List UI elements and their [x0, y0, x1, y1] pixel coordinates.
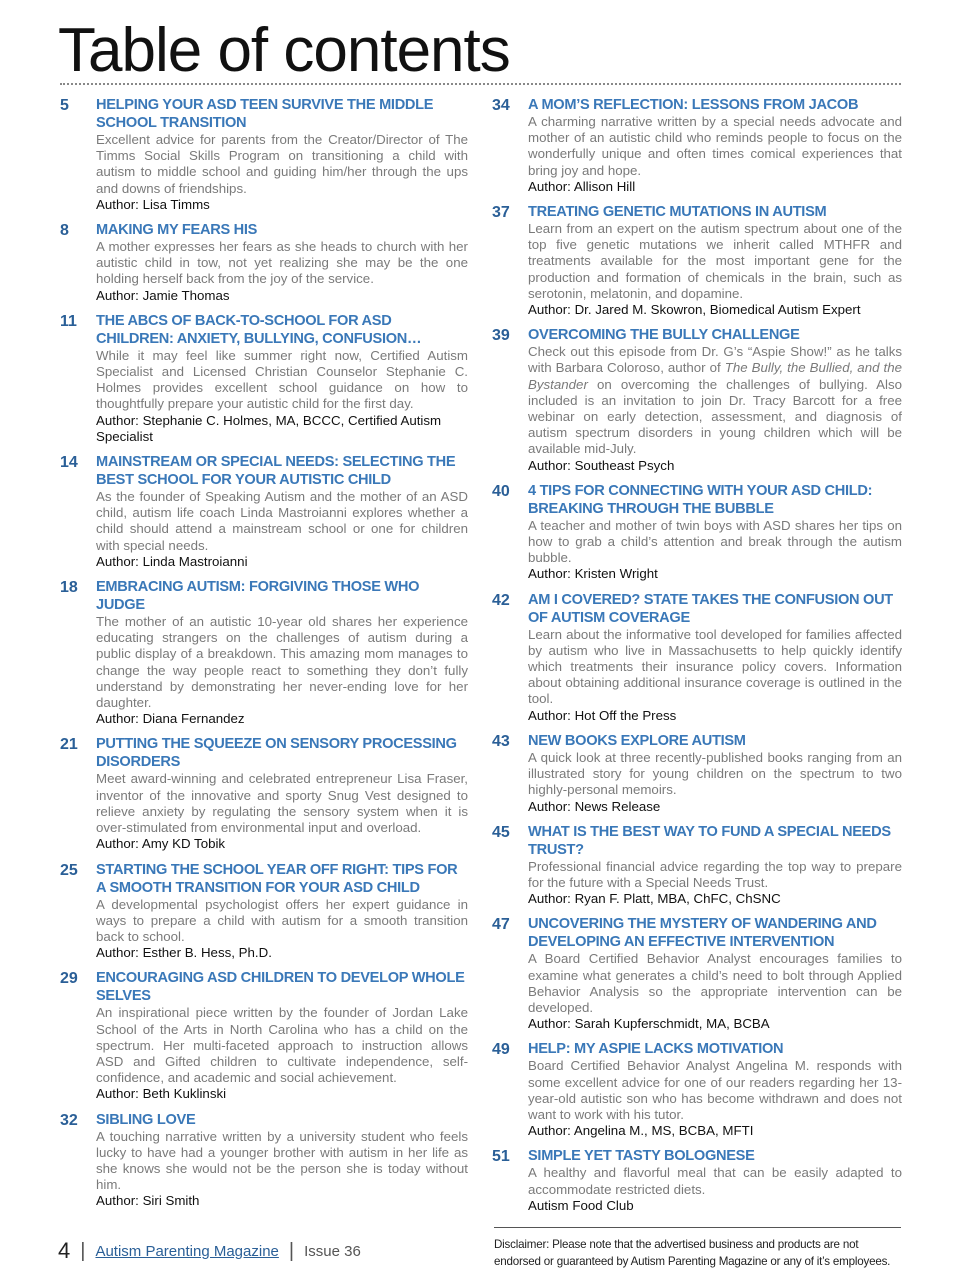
toc-entry[interactable]: [60, 861, 468, 962]
entry-page-number: 18: [60, 579, 78, 597]
toc-entry[interactable]: [492, 591, 902, 724]
entry-page-number: 11: [60, 312, 77, 330]
entry-title[interactable]: HELPING YOUR ASD TEEN SURVIVE THE MIDDLE SCHOOL TRANSITION: [96, 97, 434, 131]
footer-separator: |: [80, 1239, 86, 1262]
entry-page-number: 34: [492, 97, 510, 114]
entry-page-number: 39: [492, 327, 510, 345]
entry-page-number: 51: [492, 1148, 510, 1166]
entry-author: Autism Food Club: [528, 1197, 634, 1213]
entry-page-number: 21: [60, 736, 78, 754]
entry-title[interactable]: UNCOVERING THE MYSTERY OF WANDERING AND DEVELOPING AN EFFECTIVE INTERVENTION: [528, 916, 877, 951]
entry-title[interactable]: EMBRACING AUTISM: FORGIVING THOSE WHO JUDGE: [96, 579, 420, 614]
entry-author: Author: Sarah Kupferschmidt, MA, BCBA: [528, 1016, 770, 1032]
entry-description: Excellent advice for parents from the Creator/Director of The Timms Social Skills Program on transitioning a child with autism to middle school and guiding him/her through the ups and downs of friendships.: [96, 132, 468, 196]
entry-author: Author: Allison Hill: [528, 178, 636, 194]
entry-title[interactable]: NEW BOOKS EXPLORE AUTISM: [528, 732, 746, 749]
footer-separator: |: [288, 1239, 295, 1262]
entry-title[interactable]: A MOM’S REFLECTION: LESSONS FROM JACOB: [528, 97, 859, 113]
entry-title[interactable]: PUTTING THE SQUEEZE ON SENSORY PROCESSING DISORDERS: [96, 736, 457, 771]
entry-title[interactable]: ENCOURAGING ASD CHILDREN TO DEVELOP WHOLE SELVES: [96, 970, 465, 1005]
entry-description: A teacher and mother of twin boys with ASD shares her tips on how to grab a child’s attention and break through the autism bubble.: [528, 517, 902, 566]
entry-author: Author: Stephanie C. Holmes, MA, BCCC, Certified Autism Specialist: [96, 412, 442, 444]
entry-title[interactable]: THE ABCS OF BACK-TO-SCHOOL FOR ASD CHILDREN: ANXIETY, BULLYING, CONFUSION…: [96, 312, 422, 347]
toc-entry[interactable]: [492, 96, 902, 195]
toc-entry[interactable]: [492, 915, 902, 1032]
entry-page-number: 42: [492, 591, 510, 609]
entry-title[interactable]: WHAT IS THE BEST WAY TO FUND A SPECIAL NEEDS TRUST?: [528, 823, 891, 858]
entry-page-number: 32: [60, 1111, 78, 1129]
entry-description: An inspirational piece written by the founder of Jordan Lake School of the Arts in North Carolina who has a child on the spectrum. Her multi-faceted approach to instruction allows ASD and Gifted children to cultivate independence, self-confidence, and academic and social achievement.: [96, 1005, 468, 1086]
toc-entry[interactable]: [60, 453, 468, 570]
toc-entry[interactable]: [492, 732, 902, 815]
toc-entry[interactable]: [60, 221, 468, 304]
page-footer: [58, 1238, 361, 1264]
entry-author: Author: Lisa Timms: [96, 196, 210, 212]
toc-entry[interactable]: [60, 735, 468, 852]
toc-entry[interactable]: [60, 1111, 468, 1210]
toc-left-column: [60, 96, 468, 1218]
entry-description: Learn from an expert on the autism spectrum about one of the top five genetic mutations we inherit called MTHFR and treatments available for the most important gene for the production and formation of chemicals in the brain, such as serotonin, melatonin, and dopamine.: [528, 221, 902, 301]
entry-author: Author: Beth Kuklinski: [96, 1086, 227, 1102]
entry-author: Author: Hot Off the Press: [528, 707, 677, 723]
entry-title[interactable]: AM I COVERED? STATE TAKES THE CONFUSION OUT OF AUTISM COVERAGE: [528, 591, 893, 626]
entry-author: Author: Jamie Thomas: [96, 287, 230, 303]
entry-author: Author: Diana Fernandez: [96, 711, 245, 727]
entry-description: A developmental psychologist offers her expert guidance in ways to prepare a child with autism for a smooth transition back to school.: [96, 896, 468, 944]
entry-description: A Board Certified Behavior Analyst encourages families to examine what generates a child’s need to bolt through Applied Behavior Analysis so the appropriate intervention can be developed.: [528, 951, 902, 1015]
entry-page-number: 14: [60, 454, 78, 472]
toc-right-column: [492, 96, 902, 1222]
entry-description: Meet award-winning and celebrated entrepreneur Lisa Fraser, inventor of the innovative and sporty Snug Vest designed to relieve anxiety by regulating the sensory system when it is over-stimulated from environmental input and overload.: [96, 771, 468, 836]
entry-title[interactable]: HELP: MY ASPIE LACKS MOTIVATION: [528, 1041, 784, 1058]
entry-title[interactable]: STARTING THE SCHOOL YEAR OFF RIGHT: TIPS FOR A SMOOTH TRANSITION FOR YOUR ASD CHILD: [96, 861, 458, 896]
entry-author: Author: Southeast Psych: [528, 457, 675, 473]
entry-title[interactable]: TREATING GENETIC MUTATIONS IN AUTISM: [528, 204, 827, 221]
toc-entry[interactable]: [492, 482, 902, 583]
entry-description: Learn about the informative tool developed for families affected by autism who live in Massachusetts to help quickly identify which treatments their insurance policy covers. Information about obtaining additional insurance coverage is outlined in the tool.: [528, 626, 902, 707]
toc-entry[interactable]: [492, 326, 902, 474]
entry-title[interactable]: OVERCOMING THE BULLY CHALLENGE: [528, 327, 800, 344]
entry-author: Author: Esther B. Hess, Ph.D.: [96, 945, 272, 961]
disclaimer-divider: [494, 1227, 901, 1228]
entry-description: Professional financial advice regarding the top way to prepare for the future with a Special Needs Trust.: [528, 858, 902, 890]
toc-entry[interactable]: [492, 1147, 902, 1214]
toc-entry[interactable]: [492, 823, 902, 908]
entry-description: Board Certified Behavior Analyst Angelina M. responds with some excellent advice for one of our readers regarding her 13-year-old autistic son who has become withdrawn and does not want to work with his tutor.: [528, 1058, 902, 1122]
entry-author: Author: Linda Mastroianni: [96, 553, 248, 569]
entry-description: The mother of an autistic 10-year old shares her experience educating strangers on the challenges of autism during a public display of a breakdown. This amazing mom manages to change the way people react to something they don’t fully understand by demonstrating her never-ending love for her daughter.: [96, 614, 468, 711]
desc-text: Check out this episode from Dr. G’s “Aspie Show!” as he talks with Barbara Coloroso, author of: [528, 344, 902, 376]
entry-page-number: 37: [492, 204, 510, 222]
entry-author: Author: Angelina M., MS, BCBA, MFTI: [528, 1123, 754, 1139]
entry-page-number: 43: [492, 732, 510, 750]
toc-entry[interactable]: [60, 96, 468, 213]
entry-page-number: 47: [492, 916, 510, 934]
toc-entry[interactable]: [492, 1040, 902, 1139]
magazine-link[interactable]: Autism Parenting Magazine: [95, 1242, 279, 1260]
entry-description: A healthy and flavorful meal that can be easily adapted to accommodate restricted diets.: [528, 1165, 902, 1197]
entry-title[interactable]: SIBLING LOVE: [96, 1111, 196, 1128]
entry-description: A quick look at three recently-published books ranging from an illustrated story for young children on the spectrum to two highly-personal memoirs.: [528, 749, 902, 798]
issue-label: Issue 36: [304, 1242, 361, 1260]
toc-entry[interactable]: [60, 969, 468, 1102]
entry-page-number: 8: [60, 222, 69, 240]
desc-text: on overcoming the challenges of bullying. Also included is an invitation to join Dr. Tracy Barcott for a free webinar on early detection, assessment, and diagnosis of autism spectrum disorders in young children which will be available mid-July.: [528, 376, 902, 457]
entry-author: Author: Amy KD Tobik: [96, 836, 226, 852]
disclaimer: Disclaimer: Please note that the advertised business and products are not endorsed or guaranteed by Autism Parenting Magazine or any of it’s employees.: [494, 1238, 891, 1268]
entry-author: Author: News Release: [528, 798, 661, 814]
entry-author: Author: Dr. Jared M. Skowron, Biomedical Autism Expert: [528, 302, 861, 318]
book-title: The Bully, the Bullied, and the Bystander: [528, 360, 902, 392]
entry-page-number: 29: [60, 970, 78, 988]
entry-title[interactable]: SIMPLE YET TASTY BOLOGNESE: [528, 1148, 755, 1165]
entry-author: Author: Kristen Wright: [528, 566, 658, 582]
page-title: Table of contents: [58, 16, 510, 85]
entry-page-number: 49: [492, 1041, 510, 1059]
title-divider: [60, 83, 901, 85]
toc-entry[interactable]: [60, 312, 468, 445]
entry-description: A mother expresses her fears as she heads to church with her autistic child in tow, not yet realizing she may be the one holding herself back from the joy of the service.: [96, 239, 468, 287]
entry-page-number: 40: [492, 482, 510, 500]
entry-description: A charming narrative written by a special needs advocate and mother of an autistic child who reminds people to focus on the wonderfully unique and often times comical experiences that bring joy and hope.: [528, 114, 902, 178]
toc-entry[interactable]: [60, 578, 468, 727]
entry-page-number: 45: [492, 823, 510, 841]
entry-description: A touching narrative written by a university student who feels lucky to have had a younger brother with autism in her life as she knows she would not be the person she is today without him.: [96, 1128, 468, 1193]
entry-page-number: 25: [60, 861, 78, 879]
entry-title[interactable]: MAKING MY FEARS HIS: [96, 222, 258, 239]
entry-page-number: 5: [60, 97, 69, 114]
entry-description: While it may feel like summer right now, Certified Autism Specialist and Licensed Christian Counselor Stephanie C. Holmes provides excellent school guidance on how to thoughtfully prepare your autistic child for the first day.: [96, 347, 468, 412]
entry-description: As the founder of Speaking Autism and the mother of an ASD child, autism life coach Linda Mastroianni explores whether a child should attend a mainstream school or one for children with special needs.: [96, 489, 468, 553]
footer-page-number: 4: [58, 1238, 71, 1263]
toc-entry[interactable]: [492, 203, 902, 318]
entry-author: Author: Siri Smith: [96, 1193, 200, 1209]
entry-title[interactable]: 4 TIPS FOR CONNECTING WITH YOUR ASD CHILD: BREAKING THROUGH THE BUBBLE: [528, 482, 873, 517]
entry-author: Author: Ryan F. Platt, MBA, ChFC, ChSNC: [528, 891, 781, 907]
entry-description: [528, 344, 902, 457]
entry-title[interactable]: MAINSTREAM OR SPECIAL NEEDS: SELECTING THE BEST SCHOOL FOR YOUR AUTISTIC CHILD: [96, 454, 456, 489]
